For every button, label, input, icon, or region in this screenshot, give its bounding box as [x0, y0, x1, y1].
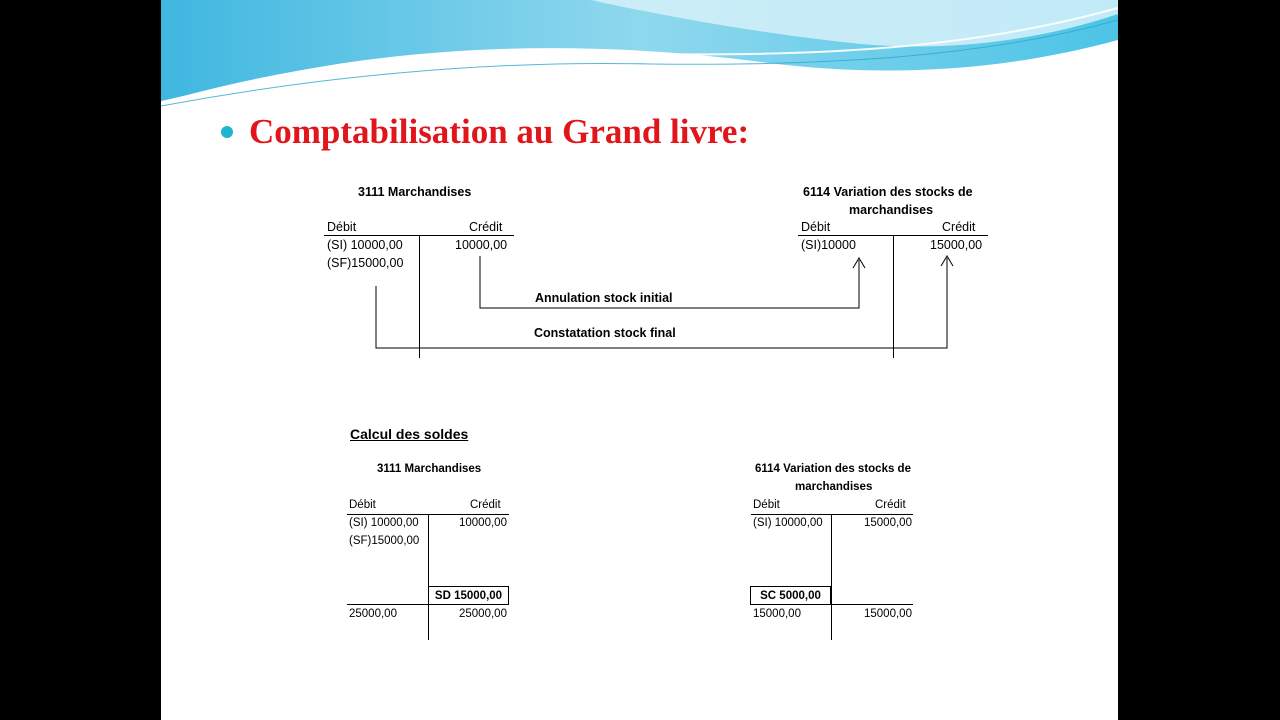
calc-right-debit-label: Débit: [753, 499, 780, 511]
top-left-debit-label: Débit: [327, 220, 357, 234]
calc-right-total-debit: 15000,00: [753, 608, 801, 620]
t-account-divider: [428, 514, 429, 640]
top-left-credit-line-1: 10000,00: [455, 238, 508, 252]
flow-label-annulation: Annulation stock initial: [535, 291, 673, 305]
top-right-credit-label: Crédit: [942, 220, 976, 234]
t-account-total-line: [347, 604, 509, 605]
top-left-debit-line-2: (SF)15000,00: [327, 256, 404, 270]
top-left-debit-line-1: (SI) 10000,00: [327, 238, 403, 252]
top-right-debit-label: Débit: [801, 220, 831, 234]
calc-left-debit-line-1: (SI) 10000,00: [349, 517, 419, 529]
calc-left-account-name: 3111 Marchandises: [377, 463, 482, 475]
top-right-credit-line-1: 15000,00: [930, 238, 983, 252]
page-title: Comptabilisation au Grand livre:: [249, 112, 750, 151]
top-right-account-name-2: marchandises: [849, 203, 934, 217]
calc-right-balance-box: SC 5000,00: [750, 586, 831, 605]
t-account-divider: [831, 514, 832, 640]
calc-left-credit-label: Crédit: [470, 499, 501, 511]
top-left-account-name: 3111 Marchandises: [358, 185, 472, 199]
calc-right-account-name-2: marchandises: [795, 481, 873, 493]
top-right-account-name-1: 6114 Variation des stocks de: [803, 185, 973, 199]
flow-label-constatation: Constatation stock final: [534, 326, 676, 340]
calc-right-total-credit: 15000,00: [864, 608, 912, 620]
calc-right-debit-line-1: (SI) 10000,00: [753, 517, 823, 529]
calc-left-debit-label: Débit: [349, 499, 376, 511]
slide: [161, 0, 1118, 720]
calc-heading: Calcul des soldes: [350, 426, 469, 442]
calc-left-total-credit: 25000,00: [459, 608, 507, 620]
calc-right-credit-line-1: 15000,00: [864, 517, 912, 529]
calc-left-total-debit: 25000,00: [349, 608, 397, 620]
calc-right-credit-label: Crédit: [875, 499, 906, 511]
top-left-credit-label: Crédit: [469, 220, 503, 234]
t-account-top-line: [751, 514, 913, 515]
top-right-debit-line-1: (SI)10000: [801, 238, 856, 252]
flow-arrows: [161, 0, 1118, 720]
calc-left-debit-line-2: (SF)15000,00: [349, 535, 420, 547]
calc-left-credit-line-1: 10000,00: [459, 517, 507, 529]
calc-right-account-name-1: 6114 Variation des stocks de: [755, 463, 911, 475]
calc-left-balance-box: SD 15000,00: [428, 586, 509, 605]
t-account-total-line: [751, 604, 913, 605]
